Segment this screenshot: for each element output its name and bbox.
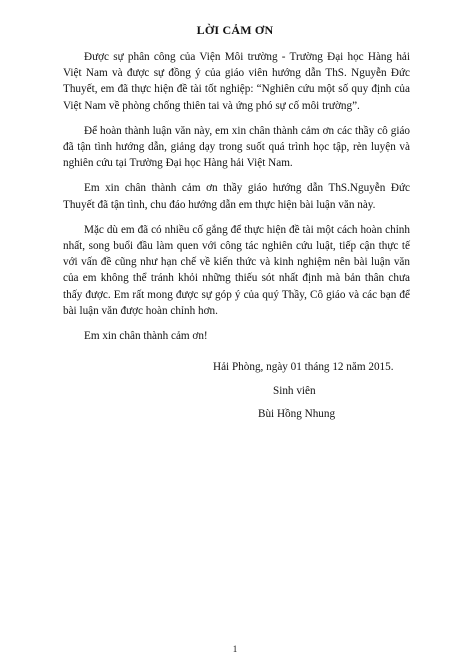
page-number: 1 bbox=[232, 644, 238, 654]
paragraph-closing: Em xin chân thành cảm ơn! bbox=[84, 330, 208, 343]
paragraph-thanks-advisor: Em xin chân thành cảm ơn thầy giáo hướng dẫn ThS.Nguyễn Đức Thuyết đã tận tình, chu đáo hướng dẫn em thực hiện bài luận văn này. bbox=[63, 182, 410, 211]
signature-place-date: Hải Phòng, ngày 01 tháng 12 năm 2015. bbox=[213, 361, 394, 373]
signature-role: Sinh viên bbox=[273, 384, 316, 397]
signature-block bbox=[213, 359, 394, 430]
paragraph-intro: Được sự phân công của Viện Môi trường - Trường Đại học Hàng hải Việt Nam và được sự đồng ý của giáo viên hướng dẫn ThS. Nguyễn Đức Thuyết, em đã thực hiện đề tài tốt nghiệp: “Nghiên cứu một số quy định của Việt Nam về phòng chống thiên tai và ứng phó sự cố môi trường”. bbox=[63, 51, 410, 112]
paragraph-thanks-teachers: Để hoàn thành luận văn này, em xin chân thành cảm ơn các thầy cô giáo đã tận tình hướng dẫn, giảng dạy trong suốt quá trình học tập, rèn luyện và nghiên cứu tại Trường Đại học Hàng hải Việt Nam. bbox=[63, 124, 410, 170]
paragraph-limitations: Mặc dù em đã có nhiều cố gắng để thực hiện đề tài một cách hoàn chỉnh nhất, song buổi đầu làm quen với công tác nghiên cứu luật, tiếp cận thực tế với vấn đề cũng như hạn chế về kiến thức và kinh nghiệm nên bài luận văn của em không thể tránh khỏi những thiếu sót nhất định mà bản thân chưa thấy được. Em rất mong được sự góp ý của quý Thầy, Cô giáo và các bạn để bài luận văn được hoàn chỉnh hơn. bbox=[63, 223, 410, 317]
body-text bbox=[63, 49, 410, 344]
signature-name: Bùi Hồng Nhung bbox=[258, 408, 336, 420]
page-title: LỜI CẢM ƠN bbox=[196, 23, 274, 37]
